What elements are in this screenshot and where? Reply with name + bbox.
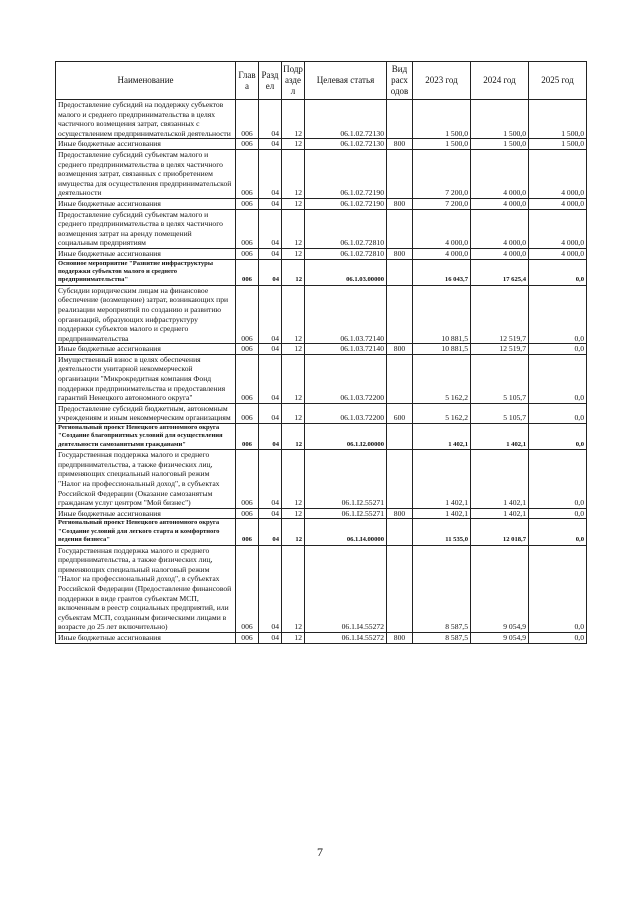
row-chapter: 006 bbox=[236, 424, 259, 450]
table-row bbox=[56, 149, 587, 198]
row-2023: 8 587,5 bbox=[413, 632, 471, 643]
row-2024: 4 000,0 bbox=[471, 198, 529, 209]
table-row bbox=[56, 632, 587, 643]
row-subsection: 12 bbox=[282, 248, 305, 259]
row-2024: 1 500,0 bbox=[471, 100, 529, 139]
row-expense-type bbox=[387, 519, 413, 545]
row-target: 06.1.02.72190 bbox=[305, 198, 387, 209]
row-2024: 4 000,0 bbox=[471, 149, 529, 198]
row-section: 04 bbox=[259, 424, 282, 450]
row-section: 04 bbox=[259, 149, 282, 198]
row-target: 06.1.I2.55271 bbox=[305, 450, 387, 509]
row-2025: 0,0 bbox=[529, 545, 587, 632]
row-subsection: 12 bbox=[282, 198, 305, 209]
row-name: Иные бюджетные ассигнования bbox=[56, 508, 236, 519]
header-expense-type: Вид расх одов bbox=[387, 62, 413, 100]
table-body bbox=[56, 100, 587, 644]
table-row bbox=[56, 450, 587, 509]
row-target: 06.1.I4.00000 bbox=[305, 519, 387, 545]
row-section: 04 bbox=[259, 450, 282, 509]
row-2025: 4 000,0 bbox=[529, 149, 587, 198]
row-2025: 0,0 bbox=[529, 344, 587, 355]
row-section: 04 bbox=[259, 632, 282, 643]
row-chapter: 006 bbox=[236, 508, 259, 519]
row-section: 04 bbox=[259, 259, 282, 285]
row-2024: 5 105,7 bbox=[471, 354, 529, 403]
row-chapter: 006 bbox=[236, 149, 259, 198]
row-2024: 1 402,1 bbox=[471, 450, 529, 509]
row-expense-type bbox=[387, 545, 413, 632]
row-2025: 0,0 bbox=[529, 632, 587, 643]
table-header-row bbox=[56, 62, 587, 100]
row-2025: 0,0 bbox=[529, 259, 587, 285]
row-section: 04 bbox=[259, 100, 282, 139]
row-subsection: 12 bbox=[282, 259, 305, 285]
table-row bbox=[56, 354, 587, 403]
row-subsection: 12 bbox=[282, 149, 305, 198]
row-2023: 8 587,5 bbox=[413, 545, 471, 632]
row-2025: 1 500,0 bbox=[529, 100, 587, 139]
row-expense-type bbox=[387, 450, 413, 509]
row-target: 06.1.02.72190 bbox=[305, 149, 387, 198]
row-subsection: 12 bbox=[282, 424, 305, 450]
row-target: 06.1.I4.55272 bbox=[305, 545, 387, 632]
row-2023: 10 881,5 bbox=[413, 285, 471, 344]
row-2024: 9 054,9 bbox=[471, 545, 529, 632]
row-section: 04 bbox=[259, 519, 282, 545]
row-chapter: 006 bbox=[236, 519, 259, 545]
row-chapter: 006 bbox=[236, 403, 259, 423]
row-name: Региональный проект Ненецкого автономного округа "Создание условий для легкого старта и комфортного ведения бизнеса" bbox=[56, 519, 236, 545]
row-name: Государственная поддержка малого и среднего предпринимательства, а также физических лиц, применяющих специальный налоговый режим "Налог на профессиональный доход", в субъектах Российской Федерации (Оказание самозанятым гражданам услуг центром "Мой бизнес") bbox=[56, 450, 236, 509]
row-2025: 0,0 bbox=[529, 450, 587, 509]
header-chapter: Глав а bbox=[236, 62, 259, 100]
row-2024: 1 402,1 bbox=[471, 508, 529, 519]
table-row bbox=[56, 508, 587, 519]
row-chapter: 006 bbox=[236, 450, 259, 509]
row-subsection: 12 bbox=[282, 450, 305, 509]
table-row bbox=[56, 285, 587, 344]
row-chapter: 006 bbox=[236, 100, 259, 139]
row-2024: 5 105,7 bbox=[471, 403, 529, 423]
row-2023: 1 402,1 bbox=[413, 508, 471, 519]
row-name: Иные бюджетные ассигнования bbox=[56, 344, 236, 355]
row-chapter: 006 bbox=[236, 344, 259, 355]
row-section: 04 bbox=[259, 248, 282, 259]
row-expense-type bbox=[387, 285, 413, 344]
row-subsection: 12 bbox=[282, 545, 305, 632]
row-chapter: 006 bbox=[236, 285, 259, 344]
row-2025: 4 000,0 bbox=[529, 198, 587, 209]
row-section: 04 bbox=[259, 508, 282, 519]
header-2025: 2025 год bbox=[529, 62, 587, 100]
row-target: 06.1.I2.00000 bbox=[305, 424, 387, 450]
row-subsection: 12 bbox=[282, 632, 305, 643]
row-2024: 9 054,9 bbox=[471, 632, 529, 643]
row-expense-type bbox=[387, 424, 413, 450]
row-2023: 1 402,1 bbox=[413, 450, 471, 509]
row-subsection: 12 bbox=[282, 285, 305, 344]
table-row bbox=[56, 198, 587, 209]
row-name: Предоставление субсидий бюджетным, автономным учреждениям и иным некоммерческим организациям bbox=[56, 403, 236, 423]
row-subsection: 12 bbox=[282, 519, 305, 545]
row-2025: 4 000,0 bbox=[529, 248, 587, 259]
row-chapter: 006 bbox=[236, 209, 259, 248]
row-target: 06.1.03.00000 bbox=[305, 259, 387, 285]
row-section: 04 bbox=[259, 545, 282, 632]
row-section: 04 bbox=[259, 209, 282, 248]
row-subsection: 12 bbox=[282, 139, 305, 150]
row-2025: 4 000,0 bbox=[529, 209, 587, 248]
row-2023: 5 162,2 bbox=[413, 354, 471, 403]
header-2024: 2024 год bbox=[471, 62, 529, 100]
row-2025: 0,0 bbox=[529, 508, 587, 519]
row-subsection: 12 bbox=[282, 354, 305, 403]
row-2024: 17 625,4 bbox=[471, 259, 529, 285]
row-expense-type: 800 bbox=[387, 139, 413, 150]
row-target: 06.1.I4.55272 bbox=[305, 632, 387, 643]
header-name: Наименование bbox=[56, 62, 236, 100]
row-expense-type bbox=[387, 209, 413, 248]
header-2023: 2023 год bbox=[413, 62, 471, 100]
row-2025: 1 500,0 bbox=[529, 139, 587, 150]
row-section: 04 bbox=[259, 344, 282, 355]
table-row bbox=[56, 519, 587, 545]
header-subsection: Подр азде л bbox=[282, 62, 305, 100]
row-expense-type bbox=[387, 354, 413, 403]
row-section: 04 bbox=[259, 354, 282, 403]
row-chapter: 006 bbox=[236, 198, 259, 209]
row-2024: 12 018,7 bbox=[471, 519, 529, 545]
row-2023: 5 162,2 bbox=[413, 403, 471, 423]
row-2024: 1 500,0 bbox=[471, 139, 529, 150]
row-target: 06.1.03.72200 bbox=[305, 354, 387, 403]
row-2023: 7 200,0 bbox=[413, 149, 471, 198]
row-chapter: 006 bbox=[236, 632, 259, 643]
row-name: Предоставление субсидий на поддержку субъектов малого и среднего предпринимательства в целях частичного возмещения затрат, связанных с осуществлением предпринимательской деятельности bbox=[56, 100, 236, 139]
row-section: 04 bbox=[259, 198, 282, 209]
row-2025: 0,0 bbox=[529, 354, 587, 403]
row-expense-type bbox=[387, 100, 413, 139]
row-2023: 7 200,0 bbox=[413, 198, 471, 209]
budget-table bbox=[55, 61, 587, 644]
row-target: 06.1.03.72140 bbox=[305, 285, 387, 344]
row-subsection: 12 bbox=[282, 100, 305, 139]
row-name: Иные бюджетные ассигнования bbox=[56, 198, 236, 209]
table-row bbox=[56, 545, 587, 632]
row-expense-type: 800 bbox=[387, 632, 413, 643]
table-row bbox=[56, 209, 587, 248]
table-row bbox=[56, 248, 587, 259]
row-target: 06.1.03.72200 bbox=[305, 403, 387, 423]
row-name: Субсидии юридическим лицам на финансовое обеспечение (возмещение) затрат, возникающих при реализации мероприятий по созданию и развитию организаций, образующих инфраструктуру поддержки субъектов малого и среднего предпринимательства bbox=[56, 285, 236, 344]
row-2024: 1 402,1 bbox=[471, 424, 529, 450]
row-name: Иные бюджетные ассигнования bbox=[56, 632, 236, 643]
table-row bbox=[56, 259, 587, 285]
row-2023: 1 500,0 bbox=[413, 139, 471, 150]
row-target: 06.1.02.72810 bbox=[305, 209, 387, 248]
row-2023: 16 043,7 bbox=[413, 259, 471, 285]
row-name: Предоставление субсидий субъектам малого и среднего предпринимательства в целях частичного возмещения затрат, связанных с приобретением имущества для осуществления предпринимательской деятельности bbox=[56, 149, 236, 198]
row-2024: 12 519,7 bbox=[471, 285, 529, 344]
row-2023: 10 881,5 bbox=[413, 344, 471, 355]
row-name: Региональный проект Ненецкого автономного округа "Создание благоприятных условий для осуществления деятельности самозанятыми гражданами" bbox=[56, 424, 236, 450]
row-2023: 4 000,0 bbox=[413, 248, 471, 259]
row-section: 04 bbox=[259, 285, 282, 344]
row-name: Иные бюджетные ассигнования bbox=[56, 139, 236, 150]
header-target: Целевая статья bbox=[305, 62, 387, 100]
row-subsection: 12 bbox=[282, 344, 305, 355]
table-row bbox=[56, 100, 587, 139]
row-expense-type: 800 bbox=[387, 198, 413, 209]
row-target: 06.1.I2.55271 bbox=[305, 508, 387, 519]
row-2023: 1 402,1 bbox=[413, 424, 471, 450]
row-2024: 12 519,7 bbox=[471, 344, 529, 355]
row-target: 06.1.02.72130 bbox=[305, 139, 387, 150]
row-subsection: 12 bbox=[282, 403, 305, 423]
row-section: 04 bbox=[259, 403, 282, 423]
table-row bbox=[56, 403, 587, 423]
table-row bbox=[56, 139, 587, 150]
row-name: Государственная поддержка малого и среднего предпринимательства, а также физических лиц, применяющих специальный налоговый режим "Налог на профессиональный доход", в субъектах Российской Федерации (Предоставление финансовой поддержки в виде грантов субъектам МСП, включенным в реестр социальных предприятий, или субъектам МСП, созданным физическими лицами в возрасте до 25 лет включительно) bbox=[56, 545, 236, 632]
row-subsection: 12 bbox=[282, 209, 305, 248]
row-target: 06.1.02.72130 bbox=[305, 100, 387, 139]
row-section: 04 bbox=[259, 139, 282, 150]
row-expense-type: 600 bbox=[387, 403, 413, 423]
row-target: 06.1.03.72140 bbox=[305, 344, 387, 355]
row-subsection: 12 bbox=[282, 508, 305, 519]
row-chapter: 006 bbox=[236, 248, 259, 259]
row-expense-type: 800 bbox=[387, 248, 413, 259]
row-2023: 11 535,0 bbox=[413, 519, 471, 545]
header-section: Разд ел bbox=[259, 62, 282, 100]
row-name: Предоставление субсидий субъектам малого и среднего предпринимательства в целях частичного возмещения затрат на аренду помещений социальным предприятиям bbox=[56, 209, 236, 248]
row-2024: 4 000,0 bbox=[471, 248, 529, 259]
row-2023: 4 000,0 bbox=[413, 209, 471, 248]
table-row bbox=[56, 344, 587, 355]
row-chapter: 006 bbox=[236, 259, 259, 285]
row-expense-type bbox=[387, 149, 413, 198]
table-row bbox=[56, 424, 587, 450]
row-expense-type: 800 bbox=[387, 508, 413, 519]
row-2025: 0,0 bbox=[529, 424, 587, 450]
row-2024: 4 000,0 bbox=[471, 209, 529, 248]
row-name: Основное мероприятие "Развитие инфраструктуры поддержки субъектов малого и среднего предпринимательства" bbox=[56, 259, 236, 285]
row-2025: 0,0 bbox=[529, 285, 587, 344]
row-expense-type: 800 bbox=[387, 344, 413, 355]
row-target: 06.1.02.72810 bbox=[305, 248, 387, 259]
row-chapter: 006 bbox=[236, 354, 259, 403]
row-chapter: 006 bbox=[236, 139, 259, 150]
row-expense-type bbox=[387, 259, 413, 285]
row-2023: 1 500,0 bbox=[413, 100, 471, 139]
row-name: Иные бюджетные ассигнования bbox=[56, 248, 236, 259]
row-name: Имущественный взнос в целях обеспечения деятельности унитарной некоммерческой организации "Микрокредитная компания Фонд поддержки предпринимательства и предоставления гарантий Ненецкого автономного округа" bbox=[56, 354, 236, 403]
row-2025: 0,0 bbox=[529, 403, 587, 423]
row-2025: 0,0 bbox=[529, 519, 587, 545]
row-chapter: 006 bbox=[236, 545, 259, 632]
page-number: 7 bbox=[317, 845, 323, 859]
